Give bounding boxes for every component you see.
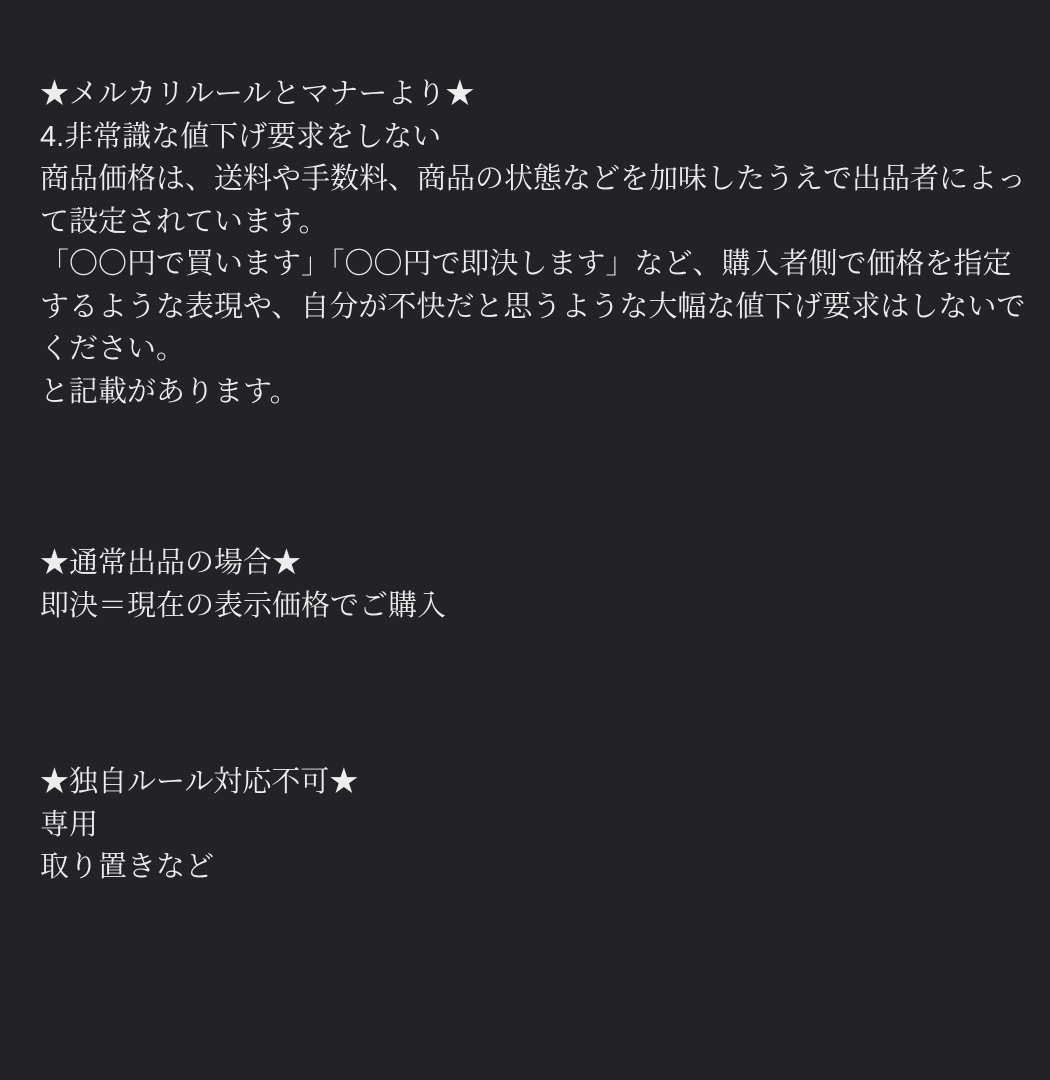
section-no-custom-rules [40,761,1028,889]
text-line: するような表現や、自分が不快だと思うような大幅な値下げ要求はしないで [40,290,1026,323]
text-line: 4.非常識な値下げ要求をしない [40,120,442,153]
text-line: 即決＝現在の表示価格でご購入 [40,589,447,622]
text-line: ★通常出品の場合★ [40,547,302,579]
text-line: 取り置きなど [40,851,215,883]
text-line: ★独自ルール対応不可★ [40,766,359,798]
text-line: と記載があります。 [40,375,299,408]
text-line: 専用 [40,808,99,841]
text-line: て設定されています。 [40,205,328,238]
text-line: 商品価格は、送料や手数料、商品の状態などを加味したうえで出品者によっ [40,163,1027,195]
text-line: 「〇〇円で買います」「〇〇円で即決します」など、購入者側で価格を指定 [40,248,1012,280]
section-mercari-rules [40,0,1028,413]
text-line: ください。 [40,333,186,365]
text-line: ★メルカリルールとマナーより★ [40,78,475,110]
section-normal-listing [40,542,1028,627]
